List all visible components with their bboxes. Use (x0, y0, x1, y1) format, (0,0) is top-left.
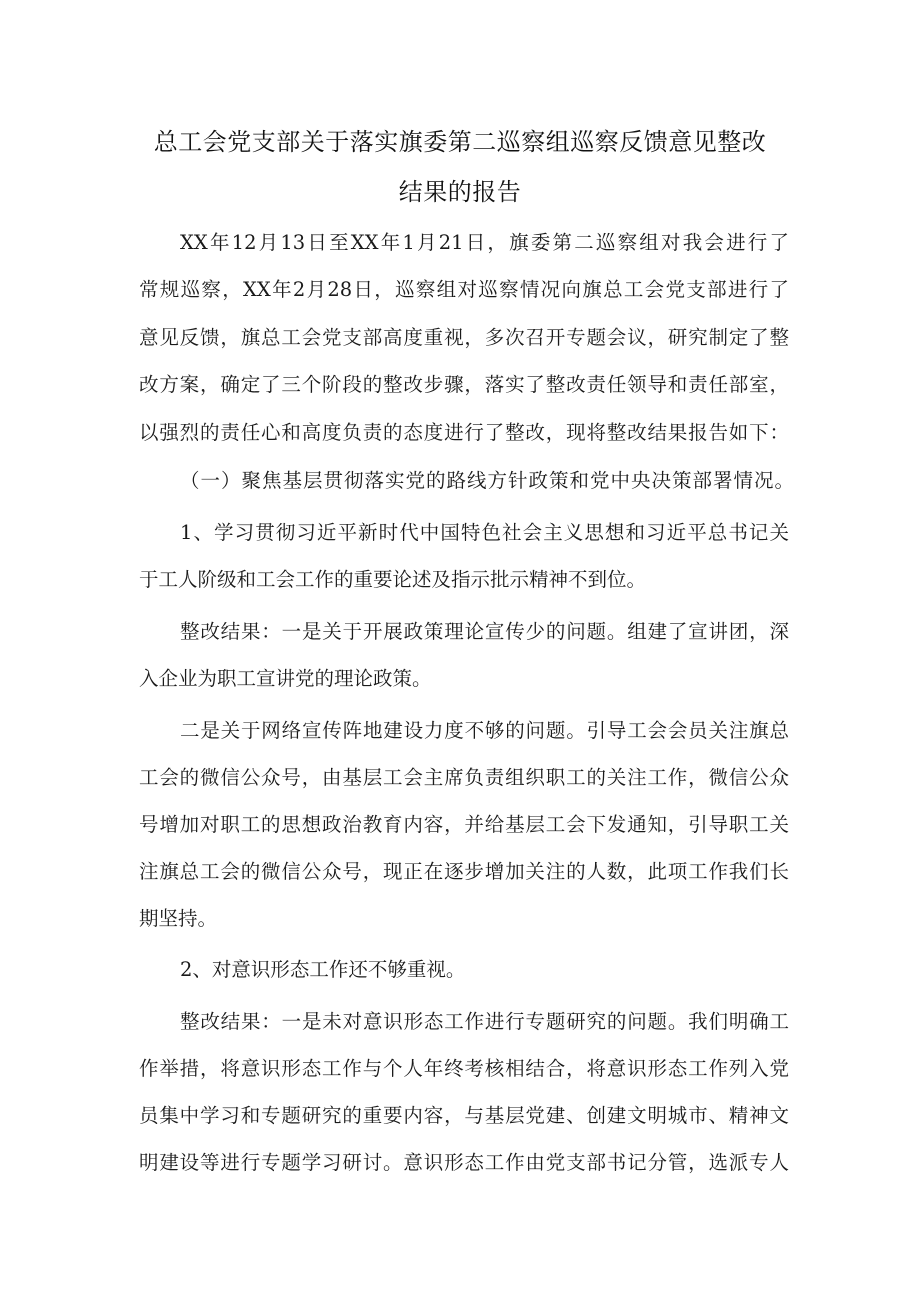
body-line: 整改结果：一是关于开展政策理论宣传少的问题。组建了宣讲团，深 (180, 620, 789, 643)
body-line: 改方案，确定了三个阶段的整改步骤，落实了整改责任领导和责任部室， (139, 373, 789, 396)
body-line: 注旗总工会的微信公众号，现正在逐步增加关注的人数，此项工作我们长 (139, 860, 789, 883)
body-line: 员集中学习和专题研究的重要内容，与基层党建、创建文明城市、精神文 (139, 1104, 789, 1127)
document-title-line-1: 总工会党支部关于落实旗委第二巡察组巡察反馈意见整改 (153, 128, 767, 156)
body-line: 期坚持。 (139, 907, 218, 930)
body-line: 于工人阶级和工会工作的重要论述及指示批示精神不到位。 (139, 568, 647, 591)
body-line: 2、对意识形态工作还不够重视。 (180, 958, 466, 981)
body-line: 1、学习贯彻习近平新时代中国特色社会主义思想和习近平总书记关 (180, 521, 789, 544)
section-heading: （一）聚焦基层贯彻落实党的路线方针政策和党中央决策部署情况。 (180, 469, 794, 492)
body-line: 明建设等进行专题学习研讨。意识形态工作由党支部书记分管，选派专人 (139, 1151, 789, 1174)
body-line: XX年12月13日至XX年1月21日，旗委第二巡察组对我会进行了 (180, 231, 789, 254)
body-line: 二是关于网络宣传阵地建设力度不够的问题。引导工会会员关注旗总 (180, 719, 789, 742)
body-line: 整改结果：一是未对意识形态工作进行专题研究的问题。我们明确工 (180, 1010, 789, 1033)
body-line: 常规巡察，XX年2月28日，巡察组对巡察情况向旗总工会党支部进行了 (139, 278, 789, 301)
body-line: 作举措，将意识形态工作与个人年终考核相结合，将意识形态工作列入党 (139, 1057, 789, 1080)
body-line: 号增加对职工的思想政治教育内容，并给基层工会下发通知，引导职工关 (139, 813, 789, 836)
body-line: 入企业为职工宣讲党的理论政策。 (139, 667, 432, 690)
body-line: 以强烈的责任心和高度负责的态度进行了整改，现将整改结果报告如下： (139, 421, 789, 444)
body-line: 意见反馈，旗总工会党支部高度重视，多次召开专题会议，研究制定了整 (139, 326, 789, 349)
body-line: 工会的微信公众号，由基层工会主席负责组织职工的关注工作，微信公众 (139, 766, 789, 789)
document-title-line-2: 结果的报告 (398, 178, 522, 206)
